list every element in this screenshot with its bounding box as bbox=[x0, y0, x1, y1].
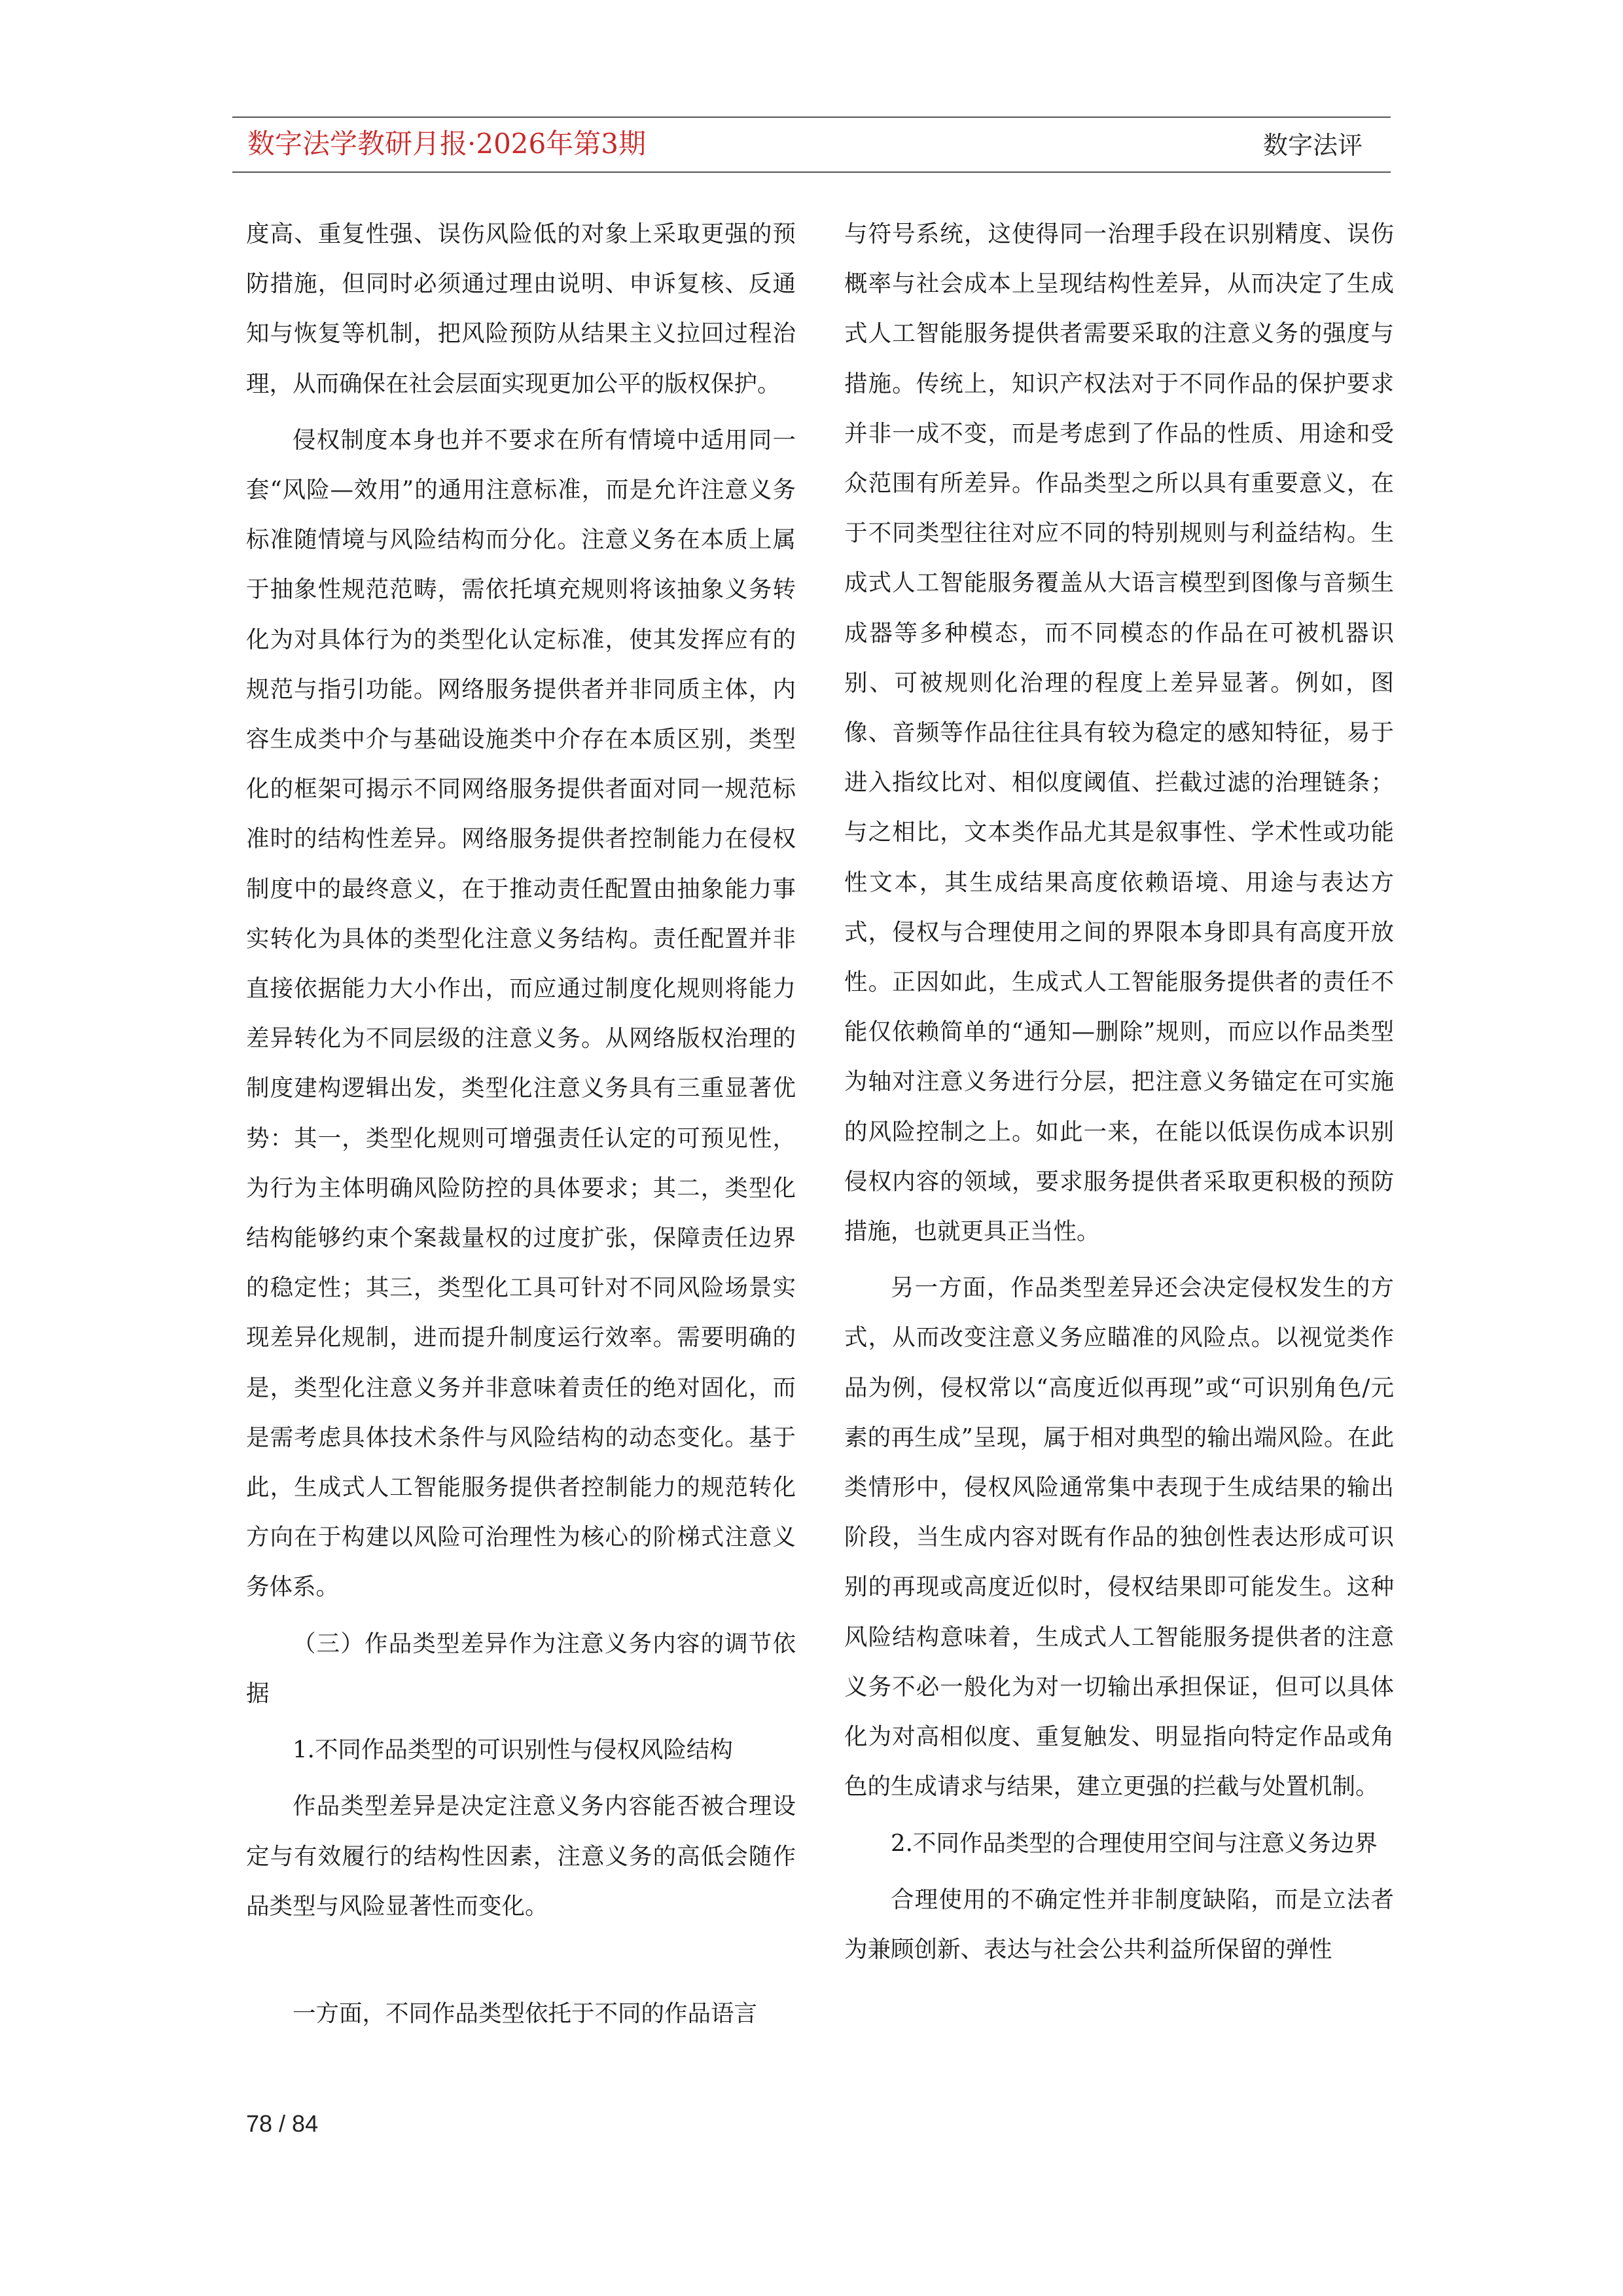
paragraph: 度高、重复性强、误伤风险低的对象上采取更强的预防措施，但同时必须通过理由说明、申诉复核、反通知与恢复等机制，把风险预防从结果主义拉回过程治理，从而确保在社会层面实现更加公平的版权保护。 bbox=[246, 221, 796, 397]
page-number: 78 / 84 bbox=[246, 2110, 319, 2137]
subsection-heading: 1.不同作品类型的可识别性与侵权风险结构 bbox=[293, 1736, 733, 1764]
right-column bbox=[844, 209, 1394, 1981]
journal-title: 数字法学教研月报·2026年第3期 bbox=[247, 128, 646, 160]
paragraph: 合理使用的不确定性并非制度缺陷，而是立法者为兼顾创新、表达与社会公共利益所保留的弹性 bbox=[844, 1886, 1394, 1963]
section-heading: （三）作品类型差异作为注意义务内容的调节依据 bbox=[246, 1630, 796, 1707]
left-column bbox=[246, 209, 796, 2045]
paragraph: 与符号系统，这使得同一治理手段在识别精度、误伤概率与社会成本上呈现结构性差异，从而决定了生成式人工智能服务提供者需要采取的注意义务的强度与措施。传统上，知识产权法对于不同作品的保护要求并非一成不变，而是考虑到了作品的性质、用途和受众范围有所差异。作品类型之所以具有重要意义，在于不同类型往往对应不同的特别规则与利益结构。生成式人工智能服务覆盖从大语言模型到图像与音频生成器等多种模态，而不同模态的作品在可被机器识别、可被规则化治理的程度上差异显著。例如，图像、音频等作品往往具有较为稳定的感知特征，易于进入指纹比对、相似度阈值、拦截过滤的治理链条；与之相比，文本类作品尤其是叙事性、学术性或功能性文本，其生成结果高度依赖语境、用途与表达方式，侵权与合理使用之间的界限本身即具有高度开放性。正因如此，生成式人工智能服务提供者的责任不能仅依赖简单的“通知—删除”规则，而应以作品类型为轴对注意义务进行分层，把注意义务锚定在可实施的风险控制之上。如此一来，在能以低误伤成本识别侵权内容的领域，要求服务提供者采取更积极的预防措施，也就更具正当性。 bbox=[844, 221, 1394, 1246]
paragraph: 另一方面，作品类型差异还会决定侵权发生的方式，从而改变注意义务应瞄准的风险点。以视觉类作品为例，侵权常以“高度近似再现”或“可识别角色/元素的再生成”呈现，属于相对典型的输出端风险。在此类情形中，侵权风险通常集中表现于生成结果的输出阶段，当生成内容对既有作品的独创性表达形成可识别的再现或高度近似时，侵权结果即可能发生。这种风险结构意味着，生成式人工智能服务提供者的注意义务不必一般化为对一切输出承担保证，但可以具体化为对高相似度、重复触发、明显指向特定作品或角色的生成请求与结果，建立更强的拦截与处置机制。 bbox=[844, 1274, 1394, 1801]
paragraph: 一方面，不同作品类型依托于不同的作品语言 bbox=[293, 2000, 758, 2027]
subsection-heading: 2.不同作品类型的合理使用空间与注意义务边界 bbox=[891, 1829, 1378, 1857]
paragraph: 作品类型差异是决定注意义务内容能否被合理设定与有效履行的结构性因素，注意义务的高低会随作品类型与风险显著性而变化。 bbox=[246, 1793, 796, 1920]
header-rule-top bbox=[232, 117, 1391, 118]
paragraph-gap bbox=[246, 1938, 796, 1989]
paragraph: 侵权制度本身也并不要求在所有情境中适用同一套“风险—效用”的通用注意标准，而是允许注意义务标准随情境与风险结构而分化。注意义务在本质上属于抽象性规范范畴，需依托填充规则将该抽象义务转化为对具体行为的类型化认定标准，使其发挥应有的规范与指引功能。网络服务提供者并非同质主体，内容生成类中介与基础设施类中介存在本质区别，类型化的框架可揭示不同网络服务提供者面对同一规范标准时的结构性差异。网络服务提供者控制能力在侵权制度中的最终意义，在于推动责任配置由抽象能力事实转化为具体的类型化注意义务结构。责任配置并非直接依据能力大小作出，而应通过制度化规则将能力差异转化为不同层级的注意义务。从网络版权治理的制度建构逻辑出发，类型化注意义务具有三重显著优势：其一，类型化规则可增强责任认定的可预见性，为行为主体明确风险防控的具体要求；其二，类型化结构能够约束个案裁量权的过度扩张，保障责任边界的稳定性；其三，类型化工具可针对不同风险场景实现差异化规制，进而提升制度运行效率。需要明确的是，类型化注意义务并非意味着责任的绝对固化，而是需考虑具体技术条件与风险结构的动态变化。基于此，生成式人工智能服务提供者控制能力的规范转化方向在于构建以风险可治理性为核心的阶梯式注意义务体系。 bbox=[246, 426, 796, 1601]
running-head: 数字法评 bbox=[1262, 131, 1363, 160]
header-rule-bottom bbox=[232, 171, 1391, 173]
